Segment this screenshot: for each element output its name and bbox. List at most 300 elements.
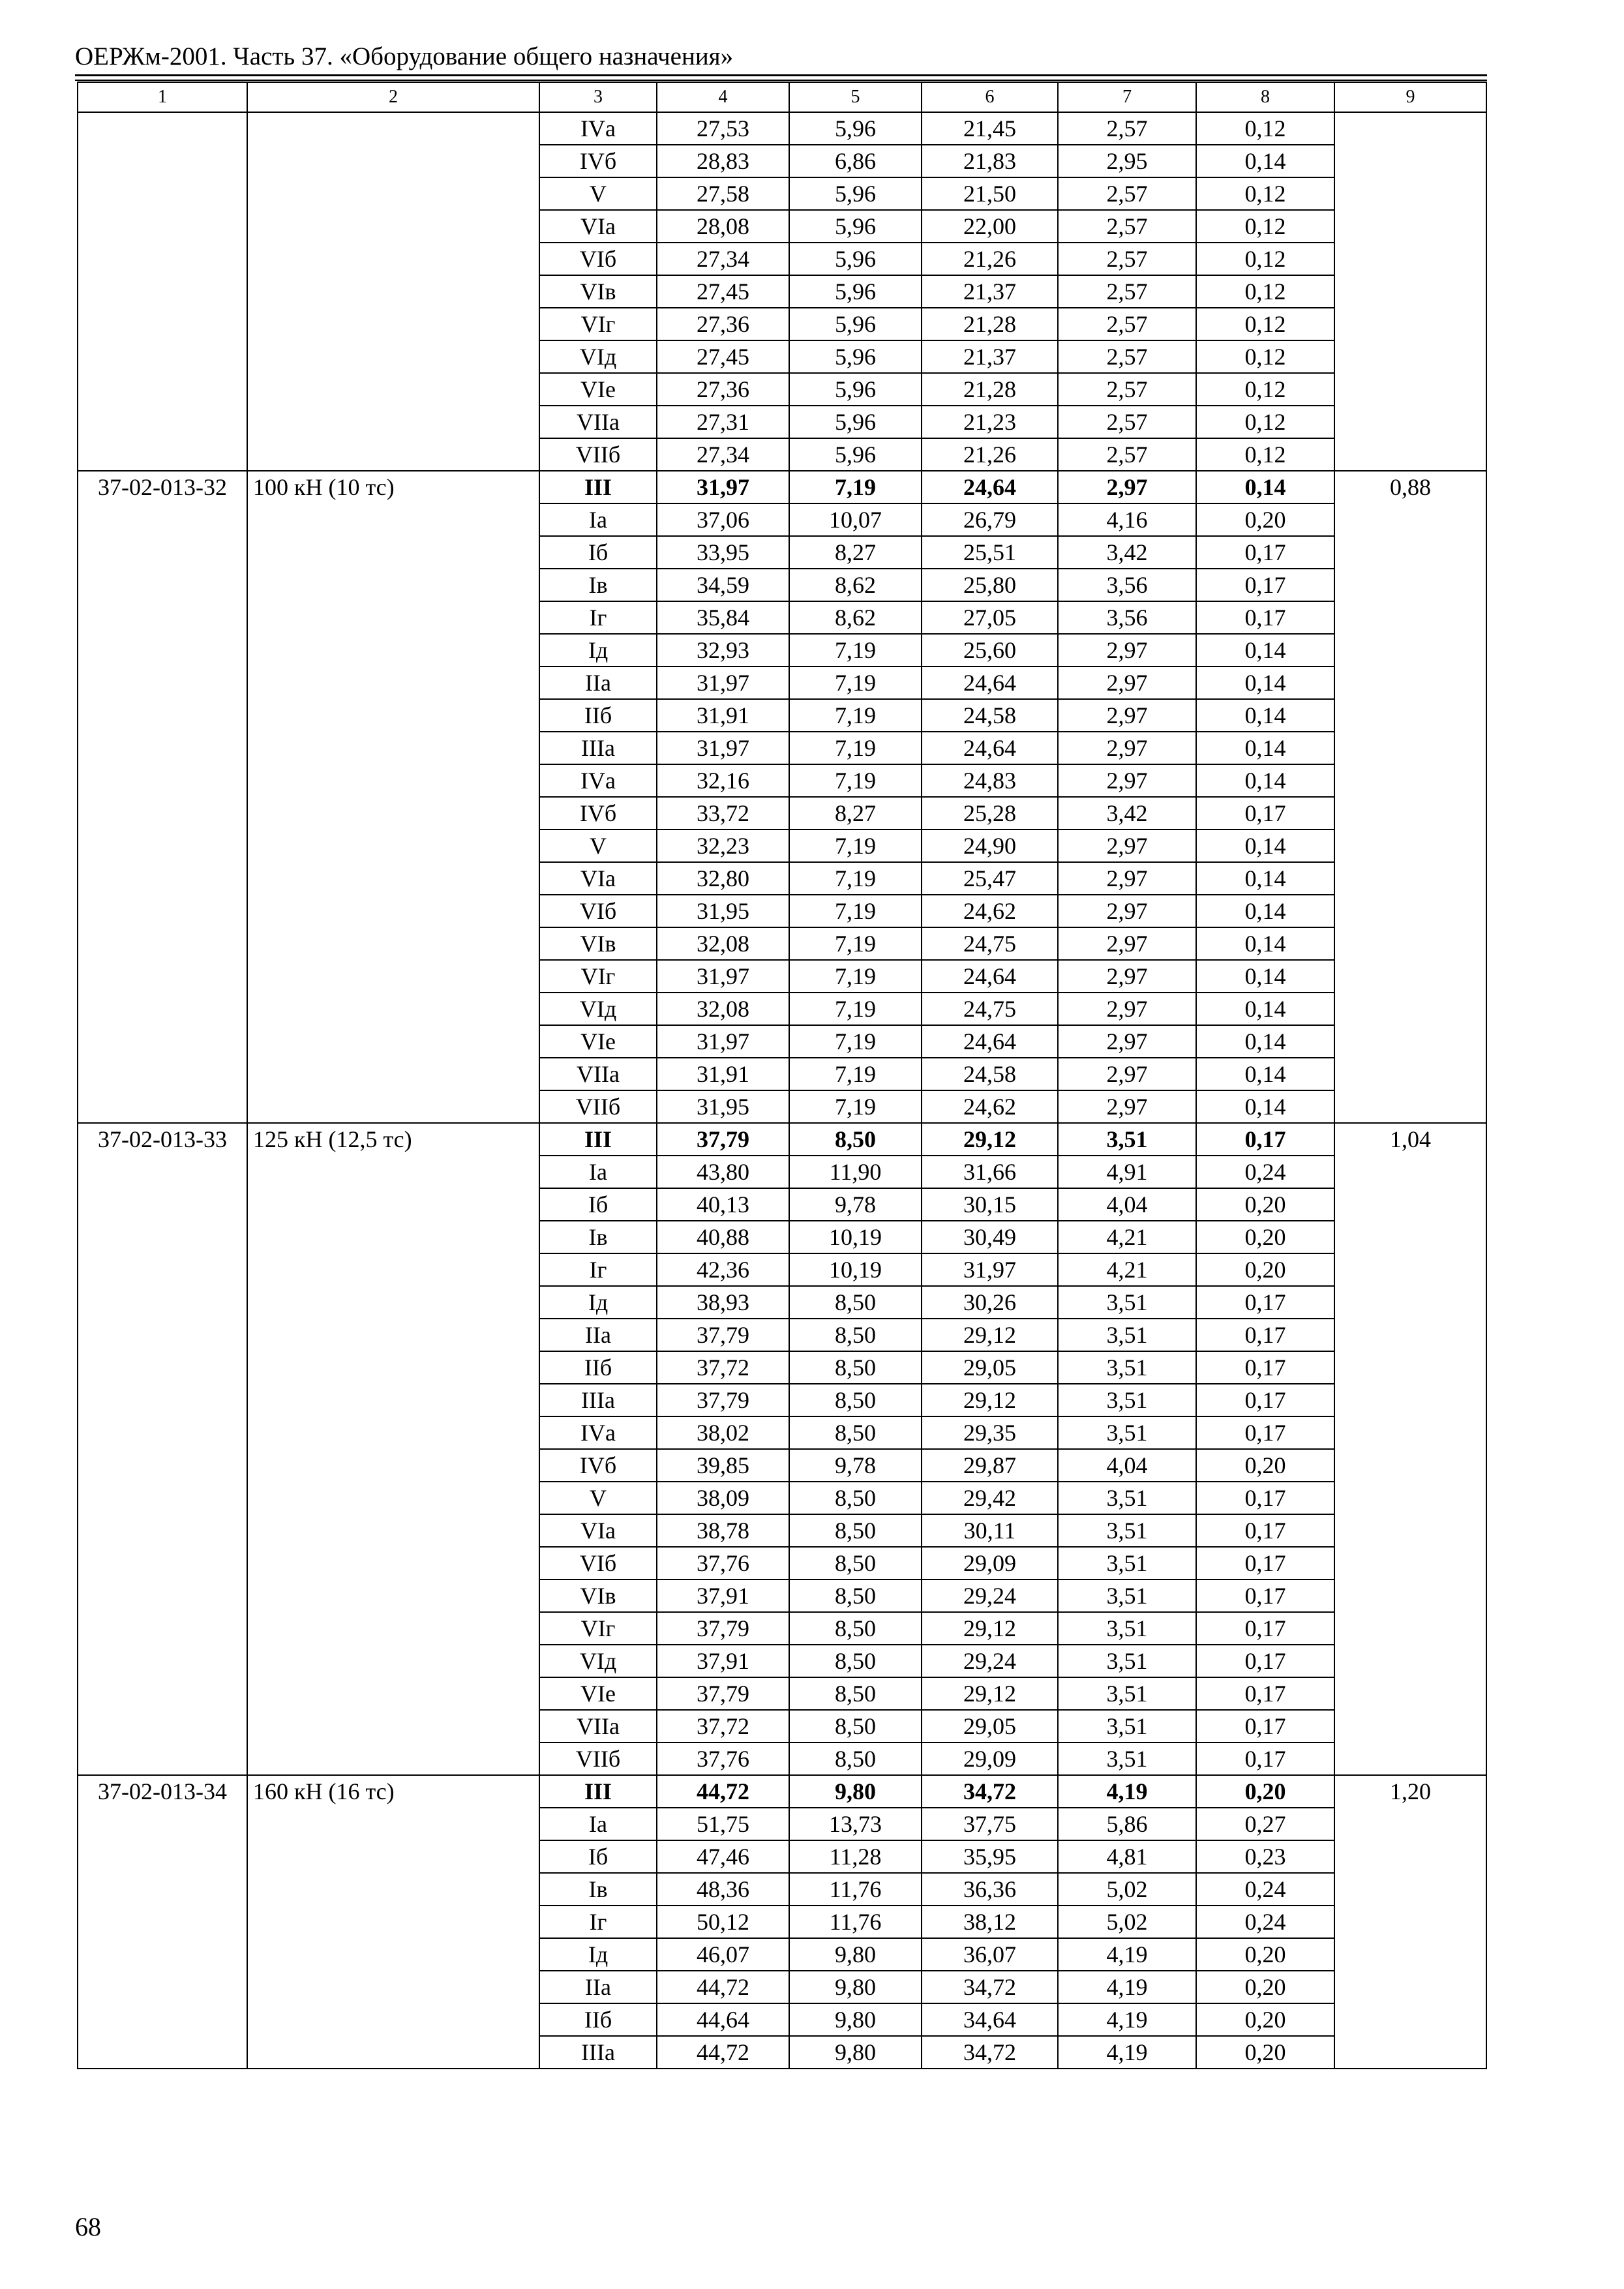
driver-wage-cell: 3,51 xyxy=(1058,1579,1196,1612)
machine-cost-cell: 34,72 xyxy=(922,1971,1058,2003)
materials-cost-cell: 0,14 xyxy=(1196,1090,1334,1123)
materials-cost-cell: 0,14 xyxy=(1196,145,1334,177)
materials-cost-cell: 0,12 xyxy=(1196,177,1334,210)
zone-cell: VIе xyxy=(539,373,657,406)
labor-cost-cell: 7,19 xyxy=(789,634,922,666)
driver-wage-cell: 3,51 xyxy=(1058,1547,1196,1579)
driver-wage-cell: 3,51 xyxy=(1058,1384,1196,1416)
resource-code: 37-02-013-33 xyxy=(78,1123,247,1775)
materials-cost-cell: 0,14 xyxy=(1196,699,1334,732)
total-cost-cell: 27,45 xyxy=(657,275,789,308)
materials-cost-cell: 0,12 xyxy=(1196,373,1334,406)
zone-cell: Iг xyxy=(539,1253,657,1286)
zone-cell: Iа xyxy=(539,1808,657,1840)
total-cost-cell: 51,75 xyxy=(657,1808,789,1840)
machine-cost-cell: 24,62 xyxy=(922,895,1058,927)
zone-cell: VIа xyxy=(539,210,657,243)
zone-cell: IIб xyxy=(539,1351,657,1384)
driver-wage-cell: 5,86 xyxy=(1058,1808,1196,1840)
total-cost-cell: 48,36 xyxy=(657,1873,789,1906)
zone-cell: Iа xyxy=(539,1156,657,1188)
column-number: 6 xyxy=(922,82,1058,112)
driver-wage-cell: 2,97 xyxy=(1058,1058,1196,1090)
labor-cost-cell: 7,19 xyxy=(789,1058,922,1090)
labor-cost-cell: 11,90 xyxy=(789,1156,922,1188)
machine-cost-cell: 25,80 xyxy=(922,569,1058,601)
machine-cost-cell: 35,95 xyxy=(922,1840,1058,1873)
labor-cost-cell: 5,96 xyxy=(789,243,922,275)
total-cost-cell: 34,59 xyxy=(657,569,789,601)
materials-cost-cell: 0,17 xyxy=(1196,1384,1334,1416)
zone-cell: Iд xyxy=(539,634,657,666)
zone-cell: VIд xyxy=(539,340,657,373)
driver-wage-cell: 3,51 xyxy=(1058,1123,1196,1156)
labor-cost-cell: 8,50 xyxy=(789,1286,922,1319)
zone-cell: Iг xyxy=(539,1906,657,1938)
machine-cost-cell: 21,26 xyxy=(922,243,1058,275)
zone-cell: VIе xyxy=(539,1677,657,1710)
driver-wage-cell: 4,19 xyxy=(1058,1775,1196,1808)
labor-cost-cell: 7,19 xyxy=(789,895,922,927)
zone-cell: Iа xyxy=(539,503,657,536)
materials-cost-cell: 0,12 xyxy=(1196,210,1334,243)
labor-cost-cell: 8,27 xyxy=(789,536,922,569)
materials-cost-cell: 0,20 xyxy=(1196,1253,1334,1286)
materials-cost-cell: 0,17 xyxy=(1196,1286,1334,1319)
labor-cost-cell: 8,50 xyxy=(789,1743,922,1775)
zone-cell: IVб xyxy=(539,1449,657,1482)
labor-cost-cell: 11,28 xyxy=(789,1840,922,1873)
labor-cost-cell: 8,50 xyxy=(789,1677,922,1710)
machine-cost-cell: 29,35 xyxy=(922,1416,1058,1449)
resource-code xyxy=(78,112,247,471)
labor-cost-cell: 9,80 xyxy=(789,2003,922,2036)
driver-wage-cell: 3,51 xyxy=(1058,1710,1196,1743)
driver-wage-cell: 2,97 xyxy=(1058,666,1196,699)
zone-cell: VIа xyxy=(539,1514,657,1547)
column-number: 5 xyxy=(789,82,922,112)
total-cost-cell: 27,34 xyxy=(657,438,789,471)
total-cost-cell: 40,88 xyxy=(657,1221,789,1253)
total-cost-cell: 37,72 xyxy=(657,1351,789,1384)
materials-cost-cell: 0,20 xyxy=(1196,1449,1334,1482)
labor-hours-cell: 1,20 xyxy=(1334,1775,1486,2069)
machine-cost-cell: 29,05 xyxy=(922,1710,1058,1743)
total-cost-cell: 31,95 xyxy=(657,1090,789,1123)
machine-cost-cell: 29,42 xyxy=(922,1482,1058,1514)
driver-wage-cell: 2,57 xyxy=(1058,243,1196,275)
machine-cost-cell: 24,64 xyxy=(922,960,1058,993)
zone-cell: IVб xyxy=(539,145,657,177)
labor-cost-cell: 10,19 xyxy=(789,1221,922,1253)
driver-wage-cell: 2,97 xyxy=(1058,830,1196,862)
total-cost-cell: 31,95 xyxy=(657,895,789,927)
driver-wage-cell: 2,57 xyxy=(1058,177,1196,210)
materials-cost-cell: 0,17 xyxy=(1196,1612,1334,1645)
zone-cell: III xyxy=(539,1775,657,1808)
resource-code: 37-02-013-34 xyxy=(78,1775,247,2069)
driver-wage-cell: 5,02 xyxy=(1058,1873,1196,1906)
machine-cost-cell: 24,64 xyxy=(922,732,1058,764)
zone-cell: Iв xyxy=(539,569,657,601)
materials-cost-cell: 0,14 xyxy=(1196,993,1334,1025)
labor-cost-cell: 7,19 xyxy=(789,764,922,797)
materials-cost-cell: 0,17 xyxy=(1196,1547,1334,1579)
driver-wage-cell: 2,57 xyxy=(1058,275,1196,308)
driver-wage-cell: 2,97 xyxy=(1058,764,1196,797)
zone-cell: Iд xyxy=(539,1286,657,1319)
labor-cost-cell: 8,50 xyxy=(789,1612,922,1645)
materials-cost-cell: 0,14 xyxy=(1196,1058,1334,1090)
labor-cost-cell: 9,80 xyxy=(789,1775,922,1808)
labor-hours-cell xyxy=(1334,112,1486,471)
labor-cost-cell: 6,86 xyxy=(789,145,922,177)
machine-cost-cell: 36,36 xyxy=(922,1873,1058,1906)
total-cost-cell: 28,08 xyxy=(657,210,789,243)
machine-cost-cell: 24,64 xyxy=(922,471,1058,503)
zone-cell: IIа xyxy=(539,666,657,699)
zone-cell: VIIб xyxy=(539,1090,657,1123)
zone-cell: Iб xyxy=(539,536,657,569)
driver-wage-cell: 2,97 xyxy=(1058,993,1196,1025)
machine-cost-cell: 25,60 xyxy=(922,634,1058,666)
column-number-row xyxy=(78,82,1486,112)
materials-cost-cell: 0,17 xyxy=(1196,1645,1334,1677)
driver-wage-cell: 3,51 xyxy=(1058,1645,1196,1677)
total-cost-cell: 31,91 xyxy=(657,1058,789,1090)
zone-cell: VIб xyxy=(539,1547,657,1579)
machine-cost-cell: 21,37 xyxy=(922,340,1058,373)
driver-wage-cell: 3,56 xyxy=(1058,569,1196,601)
zone-cell: III xyxy=(539,1123,657,1156)
total-cost-cell: 44,72 xyxy=(657,2036,789,2069)
labor-cost-cell: 5,96 xyxy=(789,406,922,438)
total-cost-cell: 31,97 xyxy=(657,1025,789,1058)
total-cost-cell: 35,84 xyxy=(657,601,789,634)
driver-wage-cell: 2,97 xyxy=(1058,471,1196,503)
zone-cell: VIг xyxy=(539,308,657,340)
header-rule-thick xyxy=(75,74,1487,76)
column-number: 2 xyxy=(247,82,539,112)
total-cost-cell: 37,91 xyxy=(657,1579,789,1612)
machine-cost-cell: 29,12 xyxy=(922,1123,1058,1156)
driver-wage-cell: 3,42 xyxy=(1058,536,1196,569)
materials-cost-cell: 0,12 xyxy=(1196,438,1334,471)
driver-wage-cell: 4,04 xyxy=(1058,1188,1196,1221)
total-cost-cell: 31,97 xyxy=(657,732,789,764)
machine-cost-cell: 21,37 xyxy=(922,275,1058,308)
zone-cell: IIа xyxy=(539,1971,657,2003)
zone-cell: Iв xyxy=(539,1873,657,1906)
zone-cell: VIб xyxy=(539,243,657,275)
materials-cost-cell: 0,17 xyxy=(1196,1319,1334,1351)
materials-cost-cell: 0,14 xyxy=(1196,634,1334,666)
labor-cost-cell: 11,76 xyxy=(789,1906,922,1938)
labor-cost-cell: 5,96 xyxy=(789,340,922,373)
driver-wage-cell: 3,51 xyxy=(1058,1319,1196,1351)
driver-wage-cell: 3,51 xyxy=(1058,1677,1196,1710)
materials-cost-cell: 0,14 xyxy=(1196,927,1334,960)
labor-cost-cell: 11,76 xyxy=(789,1873,922,1906)
total-cost-cell: 32,23 xyxy=(657,830,789,862)
driver-wage-cell: 5,02 xyxy=(1058,1906,1196,1938)
table-body xyxy=(78,112,1486,2069)
zone-cell: IVа xyxy=(539,112,657,145)
column-number: 1 xyxy=(78,82,247,112)
labor-cost-cell: 5,96 xyxy=(789,438,922,471)
materials-cost-cell: 0,17 xyxy=(1196,1123,1334,1156)
materials-cost-cell: 0,12 xyxy=(1196,243,1334,275)
zone-cell: V xyxy=(539,830,657,862)
materials-cost-cell: 0,14 xyxy=(1196,895,1334,927)
materials-cost-cell: 0,14 xyxy=(1196,764,1334,797)
driver-wage-cell: 2,97 xyxy=(1058,960,1196,993)
materials-cost-cell: 0,17 xyxy=(1196,1482,1334,1514)
materials-cost-cell: 0,24 xyxy=(1196,1906,1334,1938)
driver-wage-cell: 4,04 xyxy=(1058,1449,1196,1482)
total-cost-cell: 37,72 xyxy=(657,1710,789,1743)
labor-cost-cell: 9,80 xyxy=(789,2036,922,2069)
machine-cost-cell: 21,23 xyxy=(922,406,1058,438)
machine-cost-cell: 31,66 xyxy=(922,1156,1058,1188)
machine-cost-cell: 29,12 xyxy=(922,1384,1058,1416)
machine-cost-cell: 25,28 xyxy=(922,797,1058,830)
materials-cost-cell: 0,23 xyxy=(1196,1840,1334,1873)
driver-wage-cell: 3,56 xyxy=(1058,601,1196,634)
labor-cost-cell: 8,50 xyxy=(789,1482,922,1514)
labor-cost-cell: 8,50 xyxy=(789,1645,922,1677)
machine-cost-cell: 24,90 xyxy=(922,830,1058,862)
labor-cost-cell: 5,96 xyxy=(789,373,922,406)
machine-cost-cell: 24,58 xyxy=(922,1058,1058,1090)
machine-cost-cell: 29,05 xyxy=(922,1351,1058,1384)
zone-cell: Iв xyxy=(539,1221,657,1253)
labor-cost-cell: 8,50 xyxy=(789,1710,922,1743)
driver-wage-cell: 2,57 xyxy=(1058,308,1196,340)
materials-cost-cell: 0,17 xyxy=(1196,569,1334,601)
driver-wage-cell: 2,97 xyxy=(1058,927,1196,960)
total-cost-cell: 37,79 xyxy=(657,1384,789,1416)
machine-cost-cell: 26,79 xyxy=(922,503,1058,536)
total-cost-cell: 37,79 xyxy=(657,1123,789,1156)
total-cost-cell: 46,07 xyxy=(657,1938,789,1971)
labor-cost-cell: 7,19 xyxy=(789,960,922,993)
driver-wage-cell: 3,51 xyxy=(1058,1351,1196,1384)
driver-wage-cell: 4,21 xyxy=(1058,1253,1196,1286)
zone-cell: Iд xyxy=(539,1938,657,1971)
total-cost-cell: 39,85 xyxy=(657,1449,789,1482)
materials-cost-cell: 0,17 xyxy=(1196,536,1334,569)
driver-wage-cell: 2,97 xyxy=(1058,1025,1196,1058)
driver-wage-cell: 2,97 xyxy=(1058,862,1196,895)
labor-cost-cell: 8,50 xyxy=(789,1416,922,1449)
total-cost-cell: 31,97 xyxy=(657,471,789,503)
total-cost-cell: 37,06 xyxy=(657,503,789,536)
table-row xyxy=(78,1123,1486,1156)
resource-code: 37-02-013-32 xyxy=(78,471,247,1123)
machine-cost-cell: 21,28 xyxy=(922,308,1058,340)
zone-cell: Iб xyxy=(539,1188,657,1221)
labor-cost-cell: 8,50 xyxy=(789,1351,922,1384)
total-cost-cell: 33,72 xyxy=(657,797,789,830)
total-cost-cell: 31,97 xyxy=(657,960,789,993)
labor-cost-cell: 8,50 xyxy=(789,1547,922,1579)
labor-cost-cell: 8,50 xyxy=(789,1384,922,1416)
driver-wage-cell: 2,97 xyxy=(1058,895,1196,927)
machine-cost-cell: 24,75 xyxy=(922,993,1058,1025)
zone-cell: III xyxy=(539,471,657,503)
total-cost-cell: 50,12 xyxy=(657,1906,789,1938)
machine-cost-cell: 21,26 xyxy=(922,438,1058,471)
labor-cost-cell: 8,62 xyxy=(789,601,922,634)
driver-wage-cell: 3,51 xyxy=(1058,1416,1196,1449)
driver-wage-cell: 3,42 xyxy=(1058,797,1196,830)
zone-cell: IIа xyxy=(539,1319,657,1351)
materials-cost-cell: 0,14 xyxy=(1196,862,1334,895)
total-cost-cell: 27,31 xyxy=(657,406,789,438)
driver-wage-cell: 3,51 xyxy=(1058,1612,1196,1645)
zone-cell: V xyxy=(539,1482,657,1514)
zone-cell: IIIа xyxy=(539,1384,657,1416)
total-cost-cell: 37,76 xyxy=(657,1743,789,1775)
machine-cost-cell: 37,75 xyxy=(922,1808,1058,1840)
labor-cost-cell: 8,50 xyxy=(789,1514,922,1547)
driver-wage-cell: 3,51 xyxy=(1058,1514,1196,1547)
zone-cell: VIг xyxy=(539,1612,657,1645)
labor-cost-cell: 5,96 xyxy=(789,177,922,210)
driver-wage-cell: 4,16 xyxy=(1058,503,1196,536)
total-cost-cell: 27,45 xyxy=(657,340,789,373)
total-cost-cell: 32,80 xyxy=(657,862,789,895)
total-cost-cell: 31,97 xyxy=(657,666,789,699)
driver-wage-cell: 2,97 xyxy=(1058,1090,1196,1123)
materials-cost-cell: 0,20 xyxy=(1196,2036,1334,2069)
materials-cost-cell: 0,20 xyxy=(1196,1971,1334,2003)
table-row xyxy=(78,471,1486,503)
driver-wage-cell: 3,51 xyxy=(1058,1286,1196,1319)
labor-hours-cell: 0,88 xyxy=(1334,471,1486,1123)
machine-cost-cell: 34,72 xyxy=(922,2036,1058,2069)
materials-cost-cell: 0,24 xyxy=(1196,1156,1334,1188)
driver-wage-cell: 2,57 xyxy=(1058,112,1196,145)
zone-cell: V xyxy=(539,177,657,210)
driver-wage-cell: 4,19 xyxy=(1058,1938,1196,1971)
labor-cost-cell: 10,19 xyxy=(789,1253,922,1286)
total-cost-cell: 27,34 xyxy=(657,243,789,275)
materials-cost-cell: 0,14 xyxy=(1196,960,1334,993)
materials-cost-cell: 0,20 xyxy=(1196,2003,1334,2036)
total-cost-cell: 31,91 xyxy=(657,699,789,732)
labor-cost-cell: 9,80 xyxy=(789,1938,922,1971)
zone-cell: IVа xyxy=(539,1416,657,1449)
machine-cost-cell: 38,12 xyxy=(922,1906,1058,1938)
zone-cell: VIд xyxy=(539,1645,657,1677)
machine-cost-cell: 34,72 xyxy=(922,1775,1058,1808)
labor-cost-cell: 9,80 xyxy=(789,1971,922,2003)
zone-cell: VIIб xyxy=(539,1743,657,1775)
driver-wage-cell: 4,21 xyxy=(1058,1221,1196,1253)
zone-cell: IVб xyxy=(539,797,657,830)
page-header-title: ОЕРЖм-2001. Часть 37. «Оборудование общего назначения» xyxy=(75,42,734,70)
materials-cost-cell: 0,17 xyxy=(1196,1416,1334,1449)
driver-wage-cell: 2,97 xyxy=(1058,634,1196,666)
equipment-capacity: 160 кН (16 тс) xyxy=(247,1775,539,2069)
machine-cost-cell: 29,12 xyxy=(922,1677,1058,1710)
driver-wage-cell: 2,57 xyxy=(1058,340,1196,373)
total-cost-cell: 32,08 xyxy=(657,927,789,960)
total-cost-cell: 37,76 xyxy=(657,1547,789,1579)
materials-cost-cell: 0,20 xyxy=(1196,1938,1334,1971)
materials-cost-cell: 0,20 xyxy=(1196,1775,1334,1808)
machine-cost-cell: 21,50 xyxy=(922,177,1058,210)
equipment-capacity xyxy=(247,112,539,471)
total-cost-cell: 37,79 xyxy=(657,1612,789,1645)
total-cost-cell: 44,64 xyxy=(657,2003,789,2036)
materials-cost-cell: 0,17 xyxy=(1196,1579,1334,1612)
materials-cost-cell: 0,17 xyxy=(1196,1743,1334,1775)
machine-cost-cell: 29,87 xyxy=(922,1449,1058,1482)
machine-cost-cell: 27,05 xyxy=(922,601,1058,634)
total-cost-cell: 44,72 xyxy=(657,1775,789,1808)
materials-cost-cell: 0,14 xyxy=(1196,1025,1334,1058)
zone-cell: VIе xyxy=(539,1025,657,1058)
machine-cost-cell: 21,28 xyxy=(922,373,1058,406)
column-number: 8 xyxy=(1196,82,1334,112)
equipment-capacity: 125 кН (12,5 тс) xyxy=(247,1123,539,1775)
labor-cost-cell: 8,50 xyxy=(789,1319,922,1351)
zone-cell: IVа xyxy=(539,764,657,797)
column-number: 3 xyxy=(539,82,657,112)
total-cost-cell: 37,79 xyxy=(657,1677,789,1710)
page-number: 68 xyxy=(75,2212,101,2241)
total-cost-cell: 27,53 xyxy=(657,112,789,145)
materials-cost-cell: 0,17 xyxy=(1196,1677,1334,1710)
machine-cost-cell: 21,45 xyxy=(922,112,1058,145)
machine-cost-cell: 30,49 xyxy=(922,1221,1058,1253)
zone-cell: IIIа xyxy=(539,2036,657,2069)
driver-wage-cell: 4,19 xyxy=(1058,1971,1196,2003)
labor-cost-cell: 7,19 xyxy=(789,1090,922,1123)
total-cost-cell: 38,93 xyxy=(657,1286,789,1319)
zone-cell: VIв xyxy=(539,1579,657,1612)
labor-cost-cell: 9,78 xyxy=(789,1188,922,1221)
materials-cost-cell: 0,24 xyxy=(1196,1873,1334,1906)
total-cost-cell: 40,13 xyxy=(657,1188,789,1221)
total-cost-cell: 32,16 xyxy=(657,764,789,797)
total-cost-cell: 43,80 xyxy=(657,1156,789,1188)
zone-cell: VIIб xyxy=(539,438,657,471)
total-cost-cell: 37,79 xyxy=(657,1319,789,1351)
materials-cost-cell: 0,17 xyxy=(1196,601,1334,634)
machine-cost-cell: 31,97 xyxy=(922,1253,1058,1286)
header-rule-thin xyxy=(75,80,1487,81)
labor-cost-cell: 8,50 xyxy=(789,1579,922,1612)
column-number: 4 xyxy=(657,82,789,112)
total-cost-cell: 27,36 xyxy=(657,308,789,340)
machine-cost-cell: 24,62 xyxy=(922,1090,1058,1123)
total-cost-cell: 47,46 xyxy=(657,1840,789,1873)
total-cost-cell: 27,36 xyxy=(657,373,789,406)
driver-wage-cell: 4,19 xyxy=(1058,2036,1196,2069)
machine-cost-cell: 29,12 xyxy=(922,1612,1058,1645)
materials-cost-cell: 0,27 xyxy=(1196,1808,1334,1840)
labor-cost-cell: 5,96 xyxy=(789,210,922,243)
machine-cost-cell: 21,83 xyxy=(922,145,1058,177)
total-cost-cell: 38,78 xyxy=(657,1514,789,1547)
machine-cost-cell: 30,15 xyxy=(922,1188,1058,1221)
materials-cost-cell: 0,14 xyxy=(1196,666,1334,699)
zone-cell: VIг xyxy=(539,960,657,993)
